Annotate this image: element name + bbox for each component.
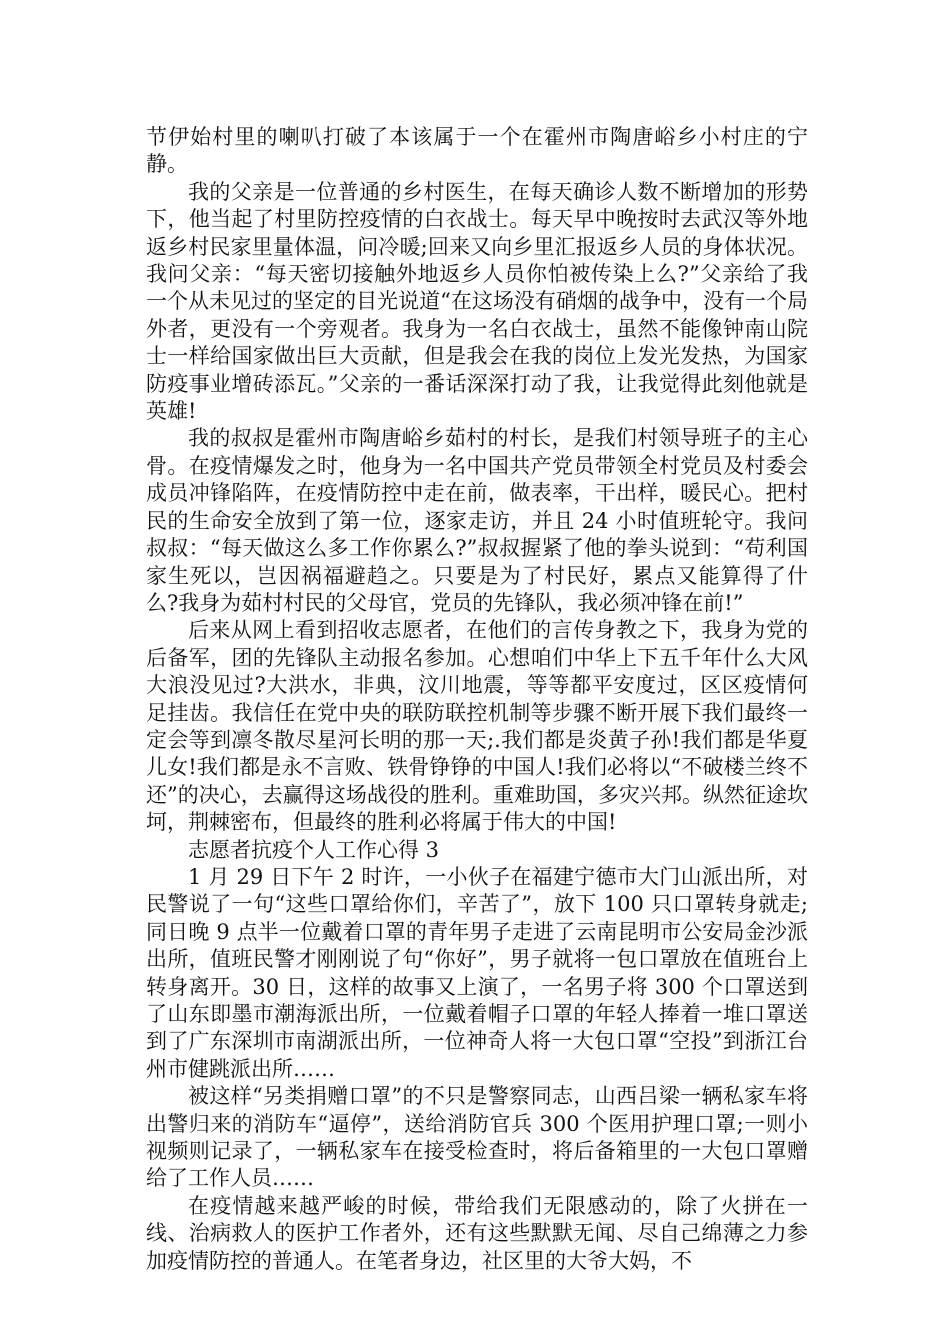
paragraph-other-donations: 被这样“另类捐赠口罩”的不只是警察同志，山西吕梁一辆私家车将出警归来的消防车“逼停”，送给消防官兵 300 个医用护理口罩;一则小视频则记录了，一辆私家车在接受检查时，将后备箱里的一大包口罩赠给了工作人员…… — [146, 1084, 808, 1191]
paragraph-ordinary-people: 在疫情越来越严峻的时候，带给我们无限感动的，除了火拼在一线、治病救人的医护工作者外，还有这些默默无闻、尽自己绵薄之力参加疫情防控的普通人。在笔者身边，社区里的大爷大妈，不 — [146, 1193, 808, 1273]
section-heading: 志愿者抗疫个人工作心得 3 — [188, 837, 440, 862]
paragraph-volunteer: 后来从网上看到招收志愿者，在他们的言传身教之下，我身为党的后备军，团的先锋队主动报名参加。心想咱们中华上下五千年什么大风大浪没见过?大洪水，非典，汶川地震，等等都平安度过，区区疫情何足挂齿。我信任在党中央的联防联控机制等步骤不断开展下我们最终一定会等到凛冬散尽星河长明的那一天;.我们都是炎黄子孙!我们都是华夏儿女!我们都是永不言败、铁骨铮铮的中国人!我们必将以“不破楼兰终不还”的决心，去赢得这场战役的胜利。重难助国，多灾兴邦。纵然征途坎坷，荆棘密布，但最终的胜利必将属于伟大的中国! — [146, 618, 808, 835]
paragraph-father: 我的父亲是一位普通的乡村医生，在每天确诊人数不断增加的形势下，他当起了村里防控疫情的白衣战士。每天早中晚按时去武汉等外地返乡村民家里量体温，问冷暖;回来又向乡里汇报返乡人员的身体状况。我问父亲：“每天密切接触外地返乡人员你怕被传染上么?”父亲给了我一个从未见过的坚定的目光说道“在这场没有硝烟的战争中，没有一个局外者，更没有一个旁观者。我身为一名白衣战士，虽然不能像钟南山院士一样给国家做出巨大贡献，但是我会在我的岗位上发光发热，为国家防疫事业增砖添瓦。”父亲的一番话深深打动了我，让我觉得此刻他就是英雄! — [146, 179, 808, 424]
paragraph-uncle: 我的叔叔是霍州市陶唐峪乡茹村的村长，是我们村领导班子的主心骨。在疫情爆发之时，他身为一名中国共产党员带领全村党员及村委会成员冲锋陷阵，在疫情防控中走在前，做表率，干出样，暖民心。把村民的生命安全放到了第一位，逐家走访，并且 24 小时值班轮守。我问叔叔：“每天做这么多工作你累么?”叔叔握紧了他的拳头说到：“苟利国家生死以，岂因祸福避趋之。只要是为了村民好，累点又能算得了什么?我身为茹村村民的父母官，党员的先锋队，我必须冲锋在前!” — [146, 426, 808, 615]
paragraph-opening-fragment: 节伊始村里的喇叭打破了本该属于一个在霍州市陶唐峪乡小村庄的宁静。 — [146, 125, 808, 177]
paragraph-mask-donations: 1 月 29 日下午 2 时许，一小伙子在福建宁德市大门山派出所，对民警说了一句“这些口罩给你们，辛苦了”，放下 100 只口罩转身就走;同日晚 9 点半一位戴着口罩的青年男子走进了云南昆明市公安局金沙派出所，值班民警才刚刚说了句“你好”，男子就将一包口罩放在值班台上转身离开。30 日，这样的故事又上演了，一名男子将 300 个口罩送到了山东即墨市潮海派出所，一位戴着帽子口罩的年轻人捧着一堆口罩送到了广东深圳市南湖派出所，一位神奇人将一大包口罩“空投”到浙江台州市健跳派出所…… — [146, 864, 808, 1081]
document-page — [146, 124, 808, 1275]
